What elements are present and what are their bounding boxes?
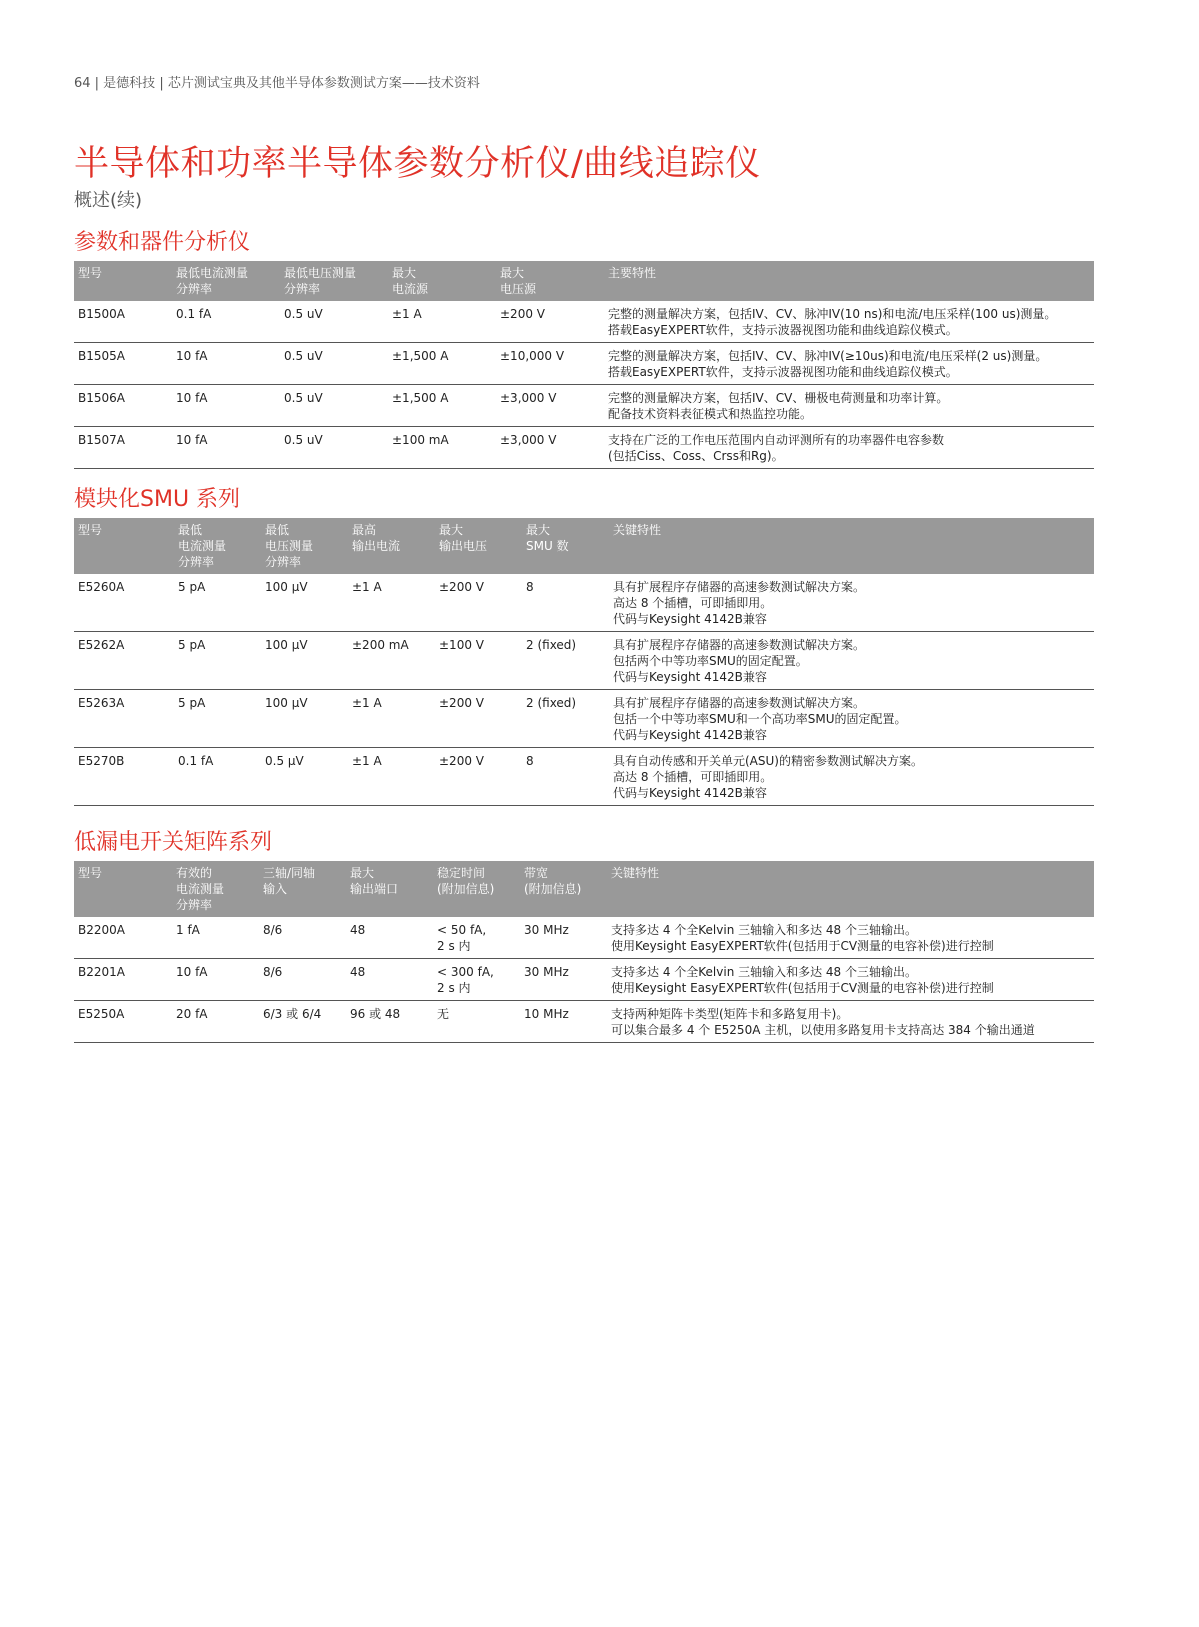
column-header: 最大 电压源 [496, 261, 604, 301]
table-cell: 具有扩展程序存储器的高速参数测试解决方案。 包括一个中等功率SMU和一个高功率SMU的固定配置。 代码与Keysight 4142B兼容 [609, 690, 1094, 748]
table-cell: B1507A [74, 427, 172, 469]
table-cell: B1506A [74, 385, 172, 427]
table-cell: E5263A [74, 690, 174, 748]
table-header-row [74, 518, 1094, 574]
table-cell: ±1 A [348, 690, 435, 748]
table-cell: ±200 V [435, 690, 522, 748]
table-row [74, 343, 1094, 385]
table-cell: 支持在广泛的工作电压范围内自动评测所有的功率器件电容参数 (包括Ciss、Coss、Crss和Rg)。 [604, 427, 1094, 469]
section-title: 模块化SMU 系列 [74, 487, 241, 512]
table-row [74, 917, 1094, 959]
table-cell: 完整的测量解决方案，包括IV、CV、脉冲IV(10 ns)和电流/电压采样(100 us)测量。 搭载EasyEXPERT软件，支持示波器视图功能和曲线追踪仪模式。 [604, 301, 1094, 343]
table-cell: E5270B [74, 748, 174, 806]
table-cell: 10 fA [172, 427, 280, 469]
column-header: 最低电压测量 分辨率 [280, 261, 388, 301]
column-header: 型号 [74, 518, 174, 574]
table-cell: 5 pA [174, 690, 261, 748]
table-cell: < 50 fA, 2 s 内 [433, 917, 520, 959]
table-cell: ±1,500 A [388, 385, 496, 427]
table-cell: ±1 A [348, 748, 435, 806]
column-header: 最大 输出端口 [346, 861, 433, 917]
table-cell: 5 pA [174, 574, 261, 632]
table-cell: 0.5 uV [280, 301, 388, 343]
table-cell: 96 或 48 [346, 1001, 433, 1043]
column-header: 稳定时间 (附加信息) [433, 861, 520, 917]
column-header: 关键特性 [607, 861, 1094, 917]
running-head: 64 | 是德科技 | 芯片测试宝典及其他半导体参数测试方案——技术资料 [74, 76, 480, 91]
table-cell: 100 μV [261, 574, 348, 632]
table-cell: 0.5 uV [280, 385, 388, 427]
section-title: 低漏电开关矩阵系列 [74, 830, 273, 855]
table-cell: 1 fA [172, 917, 259, 959]
table-cell: ±1 A [348, 574, 435, 632]
column-header: 三轴/同轴 输入 [259, 861, 346, 917]
table-cell: 6/3 或 6/4 [259, 1001, 346, 1043]
table-cell: B2201A [74, 959, 172, 1001]
table-row [74, 748, 1094, 806]
table-cell: 100 μV [261, 632, 348, 690]
column-header: 带宽 (附加信息) [520, 861, 607, 917]
column-header: 关键特性 [609, 518, 1094, 574]
column-header: 最大 电流源 [388, 261, 496, 301]
table-cell: 30 MHz [520, 917, 607, 959]
section-parameter-analyzers [74, 229, 1094, 469]
table-cell: 48 [346, 959, 433, 1001]
table-cell: 10 MHz [520, 1001, 607, 1043]
table-cell: 8 [522, 574, 609, 632]
table-cell: ±3,000 V [496, 385, 604, 427]
table-cell: 0.1 fA [172, 301, 280, 343]
table-cell: 具有扩展程序存储器的高速参数测试解决方案。 高达 8 个插槽，可即插即用。 代码与Keysight 4142B兼容 [609, 574, 1094, 632]
table-cell: B1505A [74, 343, 172, 385]
table-cell: ±3,000 V [496, 427, 604, 469]
table-cell: 0.5 uV [280, 343, 388, 385]
section-title: 参数和器件分析仪 [74, 230, 251, 255]
table-row [74, 690, 1094, 748]
table-cell: E5260A [74, 574, 174, 632]
table-cell: ±10,000 V [496, 343, 604, 385]
table-cell: B1500A [74, 301, 172, 343]
table-cell: 完整的测量解决方案，包括IV、CV、脉冲IV(≥10us)和电流/电压采样(2 us)测量。 搭载EasyEXPERT软件，支持示波器视图功能和曲线追踪仪模式。 [604, 343, 1094, 385]
column-header: 有效的 电流测量 分辨率 [172, 861, 259, 917]
table-cell: E5262A [74, 632, 174, 690]
table-cell: E5250A [74, 1001, 172, 1043]
table-cell: 无 [433, 1001, 520, 1043]
table-cell: 支持多达 4 个全Kelvin 三轴输入和多达 48 个三轴输出。 使用Keysight EasyEXPERT软件(包括用于CV测量的电容补偿)进行控制 [607, 917, 1094, 959]
table-row [74, 301, 1094, 343]
table-cell: ±200 V [435, 574, 522, 632]
table-cell: 10 fA [172, 959, 259, 1001]
column-header: 主要特性 [604, 261, 1094, 301]
table-cell: 20 fA [172, 1001, 259, 1043]
table-cell: 0.5 uV [280, 427, 388, 469]
table-cell: 10 fA [172, 343, 280, 385]
column-header: 最低 电流测量 分辨率 [174, 518, 261, 574]
column-header: 最低 电压测量 分辨率 [261, 518, 348, 574]
table-header-row [74, 861, 1094, 917]
spec-table [74, 261, 1094, 469]
table-cell: 完整的测量解决方案，包括IV、CV、栅极电荷测量和功率计算。 配备技术资料表征模式和热监控功能。 [604, 385, 1094, 427]
table-row [74, 574, 1094, 632]
table-cell: 2 (fixed) [522, 632, 609, 690]
column-header: 最低电流测量 分辨率 [172, 261, 280, 301]
table-cell: ±1,500 A [388, 343, 496, 385]
table-row [74, 1001, 1094, 1043]
table-cell: ±200 mA [348, 632, 435, 690]
table-cell: 支持两种矩阵卡类型(矩阵卡和多路复用卡)。 可以集合最多 4 个 E5250A 主机，以使用多路复用卡支持高达 384 个输出通道 [607, 1001, 1094, 1043]
table-row [74, 632, 1094, 690]
table-cell: 100 μV [261, 690, 348, 748]
spec-table [74, 518, 1094, 806]
column-header: 最大 输出电压 [435, 518, 522, 574]
table-cell: ±1 A [388, 301, 496, 343]
table-cell: 支持多达 4 个全Kelvin 三轴输入和多达 48 个三轴输出。 使用Keysight EasyEXPERT软件(包括用于CV测量的电容补偿)进行控制 [607, 959, 1094, 1001]
table-cell: ±200 V [435, 748, 522, 806]
table-cell: 8/6 [259, 959, 346, 1001]
table-cell: 8/6 [259, 917, 346, 959]
table-cell: 具有自动传感和开关单元(ASU)的精密参数测试解决方案。 高达 8 个插槽，可即插即用。 代码与Keysight 4142B兼容 [609, 748, 1094, 806]
table-row [74, 385, 1094, 427]
page-title: 半导体和功率半导体参数分析仪/曲线追踪仪 [74, 144, 761, 184]
column-header: 型号 [74, 261, 172, 301]
table-cell: 48 [346, 917, 433, 959]
table-row [74, 959, 1094, 1001]
table-cell: 10 fA [172, 385, 280, 427]
table-row [74, 427, 1094, 469]
table-cell: 5 pA [174, 632, 261, 690]
section-modular-smu [74, 486, 1094, 806]
table-cell: 8 [522, 748, 609, 806]
table-cell: 0.1 fA [174, 748, 261, 806]
table-cell: ±100 mA [388, 427, 496, 469]
table-cell: 具有扩展程序存储器的高速参数测试解决方案。 包括两个中等功率SMU的固定配置。 代码与Keysight 4142B兼容 [609, 632, 1094, 690]
column-header: 最高 输出电流 [348, 518, 435, 574]
section-switch-matrix [74, 829, 1094, 1043]
spec-table [74, 861, 1094, 1043]
column-header: 型号 [74, 861, 172, 917]
table-cell: < 300 fA, 2 s 内 [433, 959, 520, 1001]
table-cell: ±200 V [496, 301, 604, 343]
page-subtitle: 概述(续) [74, 190, 143, 211]
table-cell: 30 MHz [520, 959, 607, 1001]
table-cell: B2200A [74, 917, 172, 959]
column-header: 最大 SMU 数 [522, 518, 609, 574]
table-cell: 2 (fixed) [522, 690, 609, 748]
table-header-row [74, 261, 1094, 301]
table-cell: 0.5 μV [261, 748, 348, 806]
table-cell: ±100 V [435, 632, 522, 690]
